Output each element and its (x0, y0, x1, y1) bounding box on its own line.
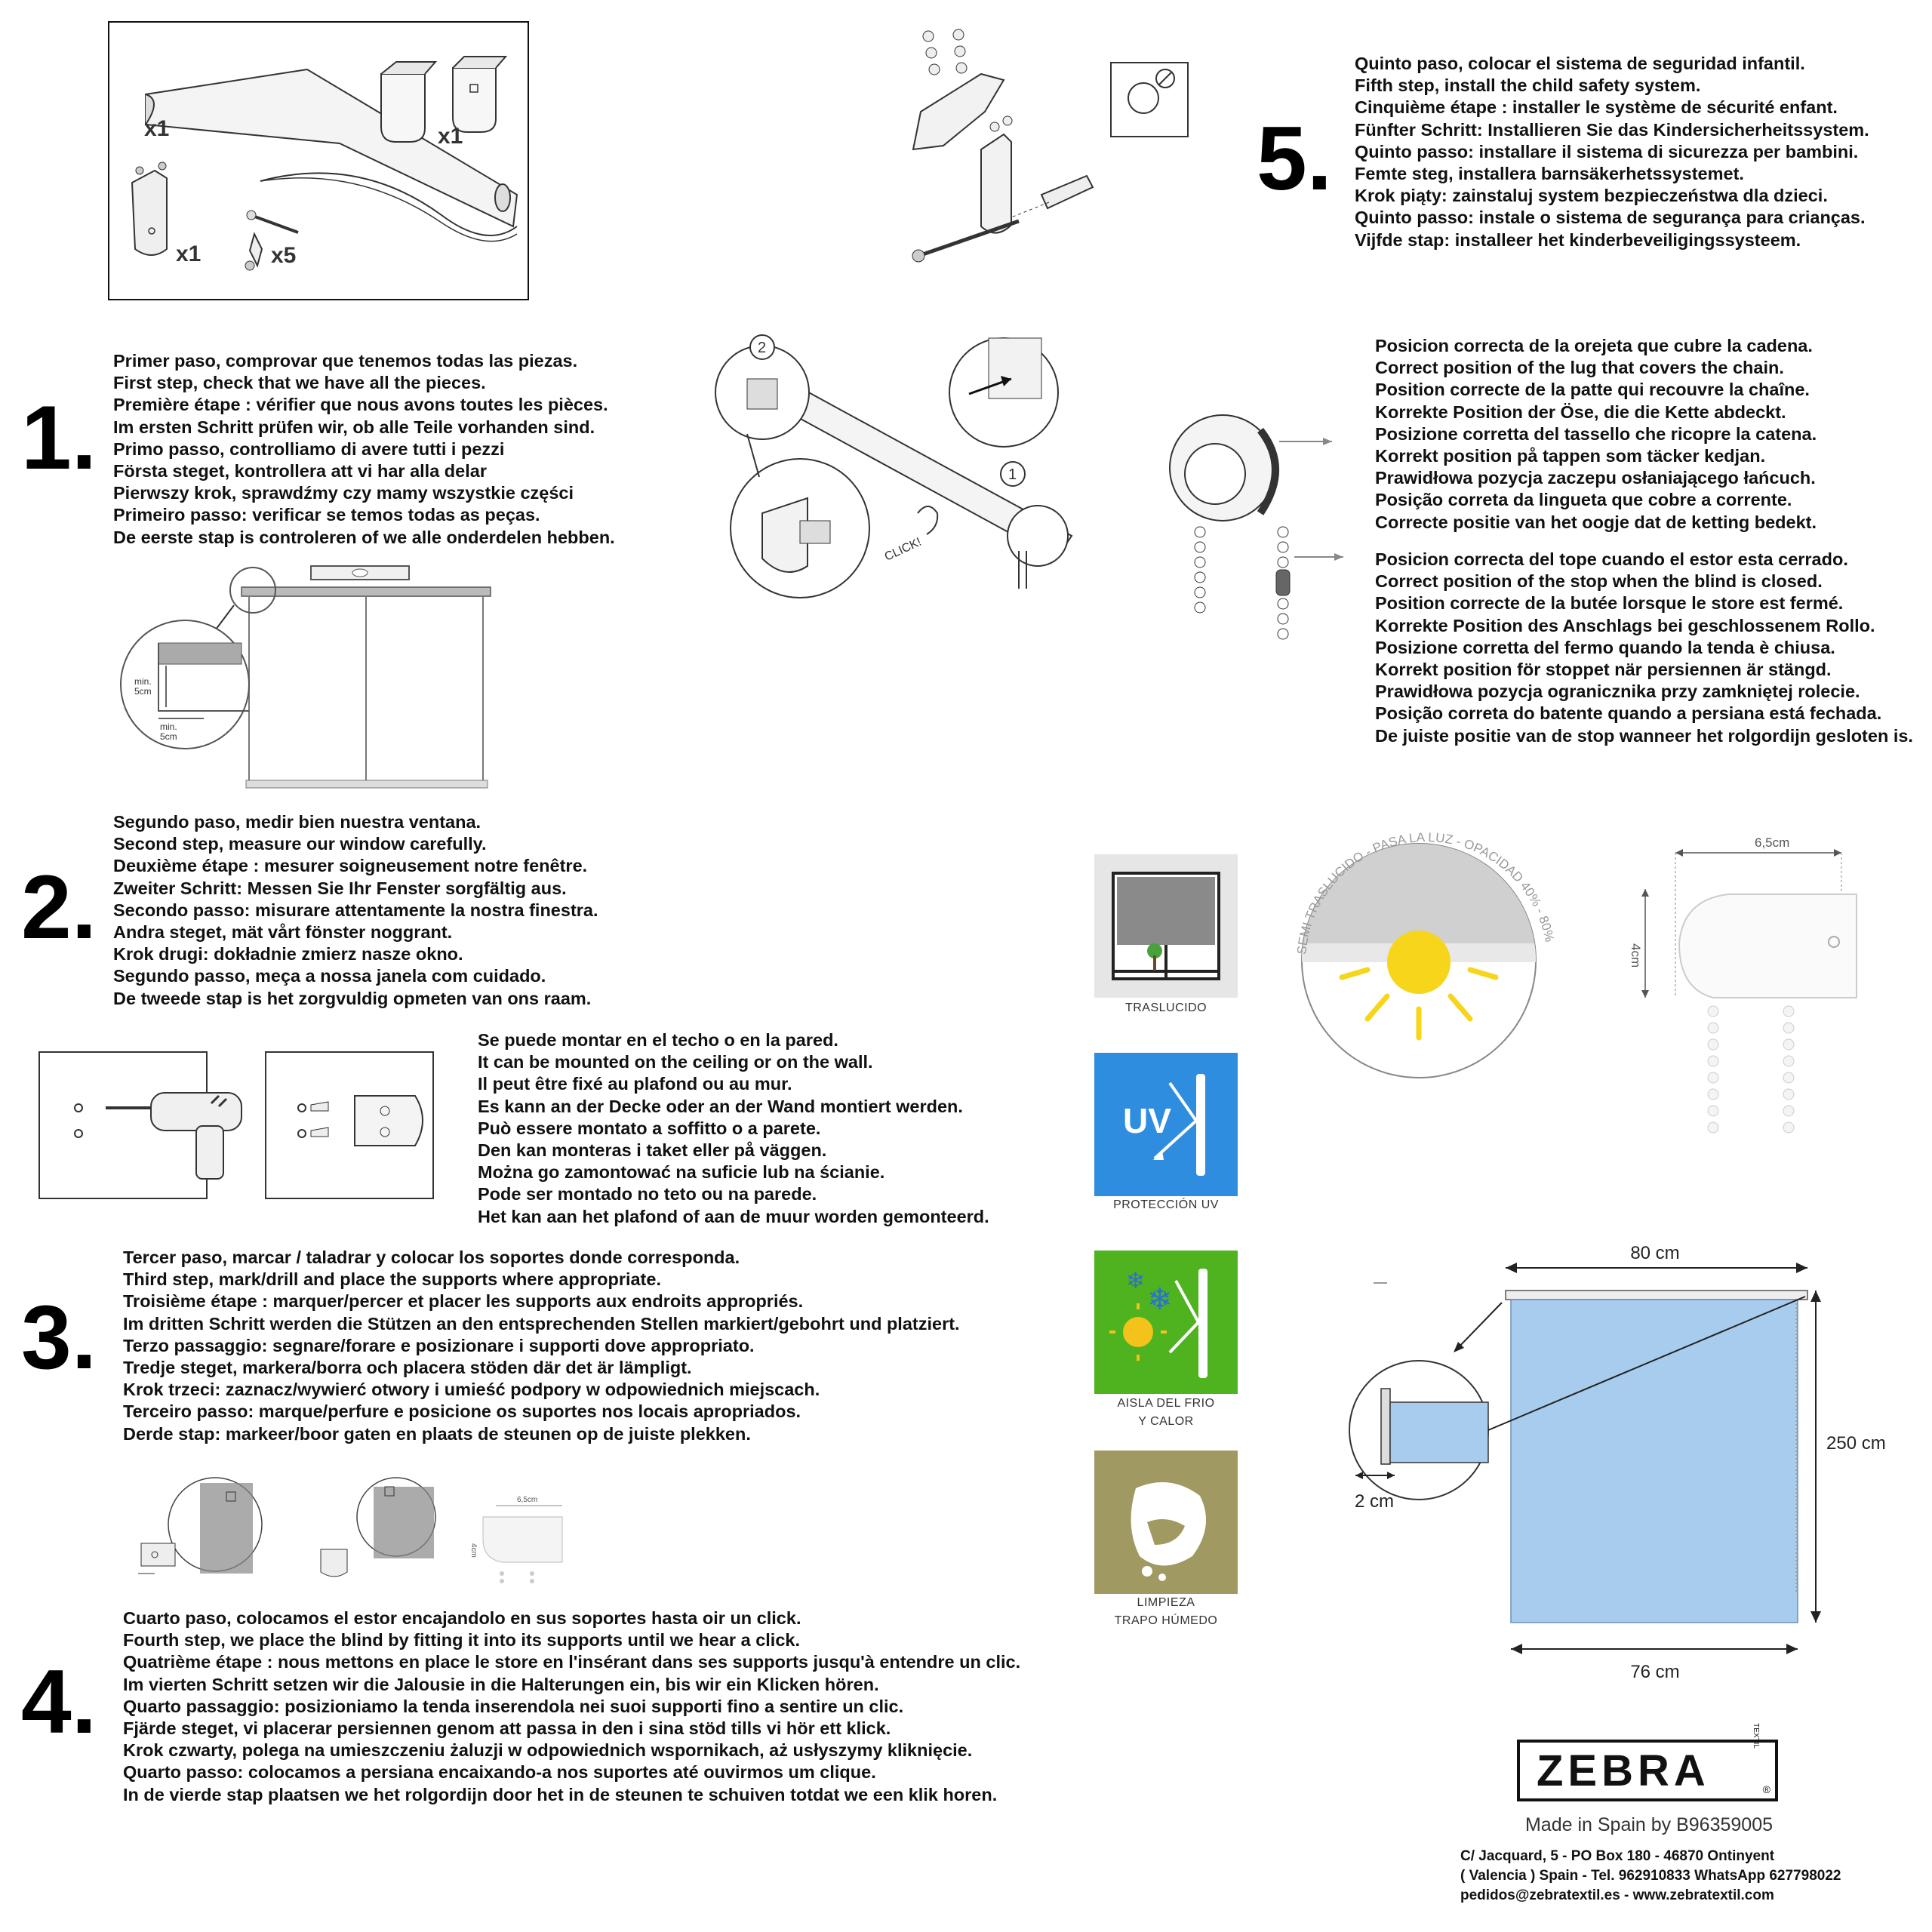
stop-icon (1276, 570, 1290, 595)
uv-feature-icon (1094, 1053, 1238, 1196)
wall-plug-icon (1041, 176, 1093, 208)
lug-line: Posicion correcta de la orejeta que cubre la cadena. (1375, 336, 1813, 355)
step1-line: Pierwszy krok, sprawdźmy czy mamy wszystkie części (113, 483, 574, 503)
child-warning-icon (1111, 63, 1188, 137)
step1-line: Primeiro passo: verificar se temos todas as peças. (113, 505, 540, 525)
install-diagram (702, 309, 1109, 626)
step5-line: Quinto passo: instale o sistema de segurança para crianças. (1355, 208, 1866, 228)
step5-line: Krok piąty: zainstaluj system bezpieczeństwa dla dzieci. (1355, 186, 1828, 206)
chain-bead-icon (923, 29, 967, 75)
roller-rail (242, 587, 491, 596)
height-label: 250 cm (1826, 1433, 1886, 1454)
lug-line: Posição correta da lingueta que cobre a corrente. (1375, 490, 1792, 510)
min-label-2: min. (160, 721, 177, 732)
small-width-label: 6,5cm (517, 1496, 538, 1504)
mounting-line: Pode ser montado no teto ou na parede. (478, 1184, 817, 1204)
mounting-line: Il peut être fixé au plafond ou au mur. (478, 1074, 792, 1094)
blind-dimension-diagram (1283, 1238, 1886, 1690)
drill-diagram (38, 1051, 438, 1201)
bracket-qty: x1 (438, 124, 463, 149)
step4-number: 4. (21, 1651, 97, 1752)
bracket-icon (355, 1096, 423, 1146)
clip-open-icon (913, 74, 1004, 149)
parts-box (108, 21, 529, 300)
brand-logo (1517, 1723, 1778, 1801)
brand-logo-text: ZEBRA (1537, 1746, 1710, 1795)
step2-line: Deuxième étape : mesurer soigneusement notre fenêtre. (113, 856, 588, 876)
stop-line: Korrekte Position des Anschlags bei geschlossenem Rollo. (1375, 615, 1875, 635)
translucency-diagram (1275, 811, 1577, 1113)
clip-qty: x1 (176, 242, 202, 266)
uv-icon (1094, 1053, 1238, 1196)
address-line: C/ Jacquard, 5 - PO Box 180 - 46870 Ontinyent (1460, 1848, 1775, 1864)
step2-line: Zweiter Schritt: Messen Sie Ihr Fenster sorgfältig aus. (113, 878, 567, 898)
stop-line: Prawidłowa pozycja ogranicznika przy zamkniętej rolecie. (1375, 681, 1860, 702)
step5-text (1355, 53, 1869, 251)
lug-line: Correcte positie van het oogje dat de ketting bedekt. (1375, 512, 1817, 532)
step3-line: Third step, mark/drill and place the supports where appropriate. (123, 1269, 661, 1290)
stop-line: Posição correta do batente quando a persiana está fechada. (1375, 703, 1882, 724)
made-in-spain: Made in Spain by B96359005 (1524, 1814, 1774, 1835)
bottom-width-label: 76 cm (1630, 1662, 1680, 1682)
clip-mounted-icon (981, 134, 1011, 233)
roller-rail (1506, 1291, 1807, 1300)
safety-clip-icon (132, 162, 167, 255)
svg-text:❄: ❄ (1147, 1282, 1173, 1317)
step1-line: First step, check that we have all the pieces. (113, 373, 486, 393)
cleaning-feature-icon (1094, 1451, 1238, 1594)
bracket-offset-label: 2 cm (1355, 1491, 1395, 1512)
step4-line: Krok czwarty, polega na umieszczeniu żaluzji w odpowiednich wspornikach, aż usłyszymy kliknięcie. (123, 1740, 973, 1761)
step1-text (113, 350, 615, 549)
small-height-label: 4cm (469, 1543, 478, 1558)
step4-text (123, 1607, 1020, 1806)
uv-icon-text: UV (1123, 1101, 1171, 1140)
chain-bead-icon (1708, 1006, 1794, 1133)
mounting-line: Den kan monteras i taket eller på väggen. (478, 1140, 827, 1160)
company-address (1460, 1847, 1841, 1906)
step3-line: Im dritten Schritt werden die Stützen an den entsprechenden Stellen markiert/gebohrt und platziert. (123, 1313, 960, 1334)
mounting-text (478, 1029, 989, 1228)
lug-line: Prawidłowa pozycja zaczepu osłaniającego łańcuch. (1375, 468, 1816, 488)
registered-mark: ® (1762, 1783, 1770, 1795)
step2-line: Krok drugi: dokładnie zmierz nasze okno. (113, 944, 463, 964)
cleaning-label-text: LIMPIEZA TRAPO HÚMEDO (1114, 1596, 1218, 1627)
step2-line: Segundo passo, meça a nossa janela com cuidado. (113, 966, 546, 986)
step4-line: Im vierten Schritt setzen wir die Jalousie in die Halterungen ein, bis wir ein Klicken hören. (123, 1674, 879, 1694)
step3-line: Tredje steget, markera/borra och placera stöden där det är lämpligt. (123, 1357, 692, 1377)
ear-icon (918, 506, 937, 534)
step2-line: De tweede stap is het zorgvuldig opmeten van ons raam. (113, 988, 592, 1008)
mounting-line: Het kan aan het plafond of aan de muur worden gemonteerd. (478, 1206, 989, 1226)
stop-line: De juiste positie van de stop wanneer het rolgordijn gesloten is. (1375, 725, 1913, 746)
window-icon (1094, 854, 1238, 998)
parts-illustration (109, 23, 528, 299)
step1-line: Première étape : vérifier que nous avons toutes les pièces. (113, 395, 608, 415)
mounting-line: Può essere montato a soffitto o a parete. (478, 1118, 821, 1138)
step2-line: Secondo passo: misurare attentamente la nostra finestra. (113, 900, 598, 920)
brand-logo-small: TEXTIL (1752, 1723, 1760, 1749)
step3-line: Tercer paso, marcar / taladrar y colocar los soportes donde corresponda. (123, 1247, 740, 1267)
cm-label-2: 5cm (160, 731, 177, 742)
step4-line: In de vierde stap plaatsen we het rolgordijn door het in de steunen te schuiven totdat we een klik horen. (123, 1784, 998, 1804)
step3-text (123, 1247, 960, 1445)
cap-width-label: 6,5cm (1755, 835, 1790, 850)
mounting-line: Es kann an der Decke oder an der Wand montiert werden. (478, 1096, 963, 1116)
step4-line: Fjärde steget, vi placerar persiennen genom att passa in den i sina stöd tills vi hör ett klick. (123, 1718, 891, 1738)
sun-icon (1387, 931, 1451, 994)
child-safety-illustration (898, 21, 1223, 278)
step2-line: Andra steget, mät vårt fönster noggrant. (113, 921, 453, 942)
step3-line: Troisième étape : marquer/percer et placer les supports aux endroits appropriés. (123, 1291, 804, 1312)
lug-line: Korrekt position på tappen som täcker kedjan. (1375, 445, 1766, 466)
step1-line: De eerste stap is controleren of we alle onderdelen hebben. (113, 527, 615, 547)
lug-line: Korrekte Position der Öse, die die Kette abdeckt. (1375, 401, 1786, 422)
step3-number: 3. (21, 1287, 97, 1388)
step4-line: Quarto passaggio: posizioniamo la tenda inserendola nei suoi supporti fino a sentire un clic. (123, 1696, 904, 1716)
step5-line: Quinto paso, colocar el sistema de seguridad infantil. (1355, 54, 1805, 73)
step5-line: Cinquième étape : installer le système de sécurité enfant. (1355, 97, 1838, 118)
step5-number: 5. (1257, 108, 1333, 209)
top-width-label: 80 cm (1630, 1243, 1680, 1263)
step2-text (113, 811, 598, 1010)
step5-line: Femte steg, installera barnsäkerhetssystemet. (1355, 163, 1744, 183)
stop-text (1375, 549, 1913, 747)
lug-line: Position correcte de la patte qui recouvre la chaîne. (1375, 380, 1810, 400)
stop-line: Korrekt position för stoppet när persiennen är stängd. (1375, 659, 1832, 679)
screw-icon (921, 221, 1019, 255)
translucent-feature-icon (1094, 854, 1238, 998)
cloth-icon (1094, 1451, 1238, 1594)
step4-diagram (132, 1475, 592, 1592)
address-line: pedidos@zebratextil.es - www.zebratextil.com (1460, 1887, 1774, 1903)
mounting-line: Można go zamontować na suficie lub na ścianie. (478, 1162, 885, 1183)
step3-line: Krok trzeci: zaznacz/wywierć otwory i umieść podpory w odpowiednich miejscach. (123, 1380, 820, 1400)
circle-1-label: 1 (1008, 466, 1017, 483)
lug-line: Correct position of the lug that covers the chain. (1375, 358, 1784, 378)
mounting-line: It can be mounted on the ceiling or on the wall. (478, 1052, 873, 1072)
step4-line: Quatrième étape : nous mettons en place le store en l'insérant dans ses supports jusqu'à entendre un clic. (123, 1652, 1021, 1672)
step2-line: Second step, measure our window carefully. (113, 834, 487, 854)
lug-text (1375, 335, 1817, 534)
translucent-label: TRASLUCIDO (1124, 1001, 1208, 1014)
step5-line: Fünfter Schritt: Installieren Sie das Kindersicherheitssystem. (1355, 119, 1869, 140)
step1-line: Primo passo, controlliamo di avere tutti i pezzi (113, 438, 505, 459)
svg-text:❄: ❄ (1126, 1268, 1146, 1294)
stop-line: Position correcte de la butée lorsque le store est fermé. (1375, 593, 1844, 614)
screw-qty: x5 (271, 243, 297, 268)
stop-line: Posizione corretta del fermo quando la tenda è chiusa. (1375, 637, 1835, 657)
address-line: ( Valencia ) Spain - Tel. 962910833 WhatsApp 627798022 (1460, 1868, 1841, 1884)
step2-number: 2. (21, 857, 97, 958)
step4-line: Cuarto paso, colocamos el estor encajandolo en sus soportes hasta oir un click. (123, 1608, 801, 1628)
step4-line: Quarto passo: colocamos a persiana encaixando-a nos suportes até ouvirmos um clique. (123, 1762, 876, 1783)
circle-2-label: 2 (758, 340, 767, 356)
window-diagram (113, 560, 506, 801)
insulation-feature-icon (1094, 1251, 1238, 1394)
step1-line: Första steget, kontrollera att vi har alla delar (113, 460, 487, 481)
cm-label-1: 5cm (134, 686, 152, 697)
roller-qty: x1 (144, 116, 170, 141)
blind-fabric (1511, 1300, 1798, 1623)
step4-line: Fourth step, we place the blind by fitting it into its supports until we hear a click. (123, 1630, 801, 1651)
step5-line: Fifth step, install the child safety system. (1355, 75, 1701, 96)
stop-line: Correct position of the stop when the blind is closed. (1375, 571, 1823, 592)
step5-line: Vijfde stap: installeer het kinderbeveiligingssysteem. (1355, 229, 1801, 250)
insulation-label (1079, 1395, 1253, 1431)
cleaning-label (1079, 1594, 1253, 1630)
step1-line: Im ersten Schritt prüfen wir, ob alle Teile vorhanden sind. (113, 417, 595, 437)
sun-snow-icon (1094, 1251, 1238, 1394)
bracket-cap-diagram (1615, 830, 1872, 1162)
uv-label: PROTECCIÓN UV (1113, 1198, 1219, 1211)
cap-height-label: 4cm (1629, 943, 1643, 968)
step3-line: Terzo passaggio: segnare/forare e posizionare i supporti dove appropriato. (123, 1335, 755, 1355)
stop-line: Posicion correcta del tope cuando el estor esta cerrado. (1375, 549, 1848, 569)
step5-line: Quinto passo: installare il sistema di sicurezza per bambini. (1355, 141, 1859, 162)
step3-line: Derde stap: markeer/boor gaten en plaats de steunen op de juiste plekken. (123, 1423, 751, 1444)
lug-line: Posizione corretta del tassello che ricopre la catena. (1375, 423, 1817, 444)
ring-text-path: SEMI TRASLUCIDO - PASA LA LUZ - OPACIDAD 40% - 80% (1294, 829, 1557, 955)
chain-bead-icon (1195, 527, 1288, 639)
min-label-1: min. (134, 676, 152, 687)
step2-line: Segundo paso, medir bien nuestra ventana. (113, 812, 481, 832)
step3-line: Terceiro passo: marque/perfure e posicione os suportes nos locais apropriados. (123, 1401, 801, 1422)
mounting-line: Se puede montar en el techo o en la pared. (478, 1030, 838, 1050)
insulation-label-text: AISLA DEL FRIO Y CALOR (1117, 1397, 1215, 1428)
step1-line: Primer paso, comprovar que tenemos todas las piezas. (113, 351, 578, 371)
click-label: CLICK! (882, 535, 924, 564)
step1-number: 1. (21, 387, 97, 488)
lug-stop-diagram (1162, 377, 1358, 649)
